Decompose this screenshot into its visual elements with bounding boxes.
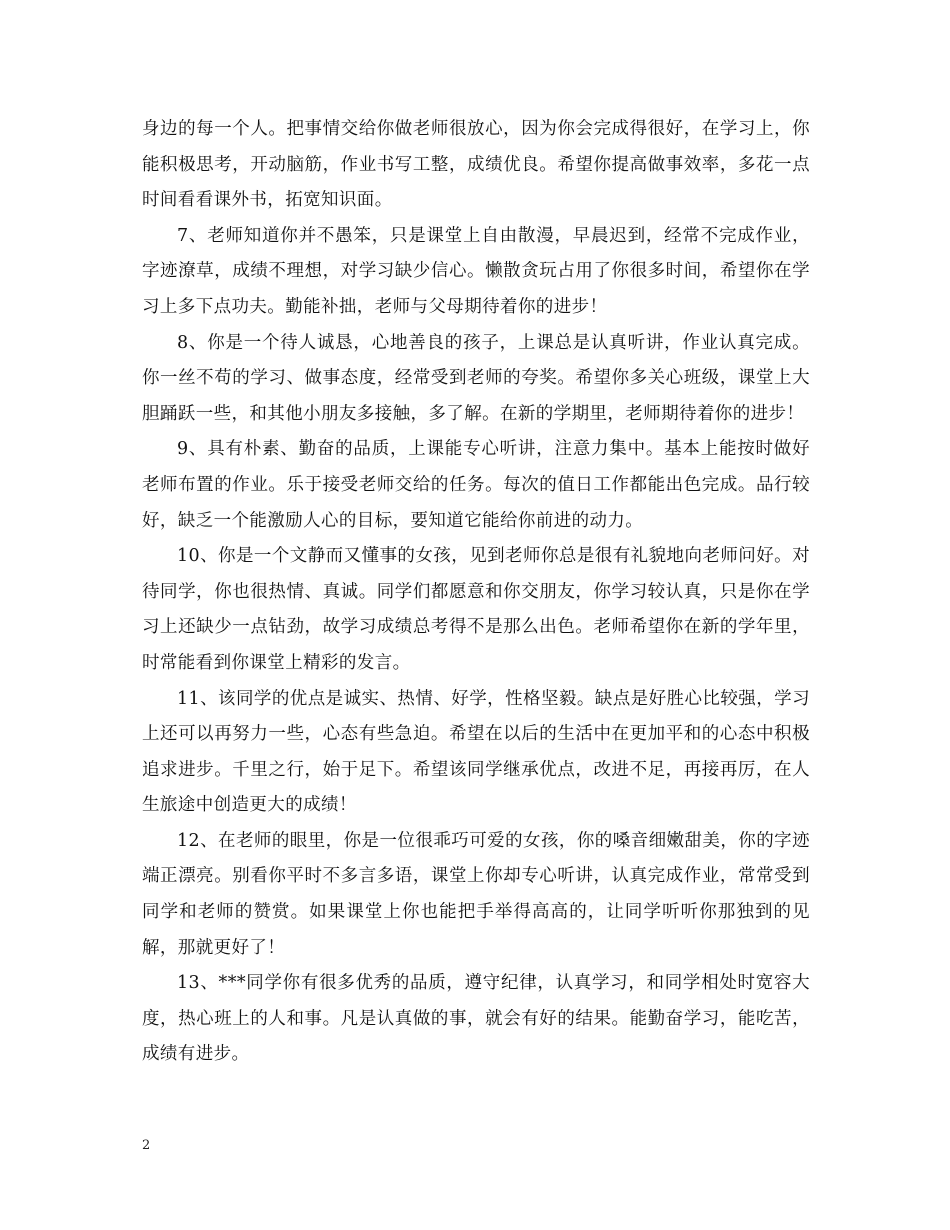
paragraph-comment-13: 13、***同学你有很多优秀的品质，遵守纪律，认真学习，和同学相处时宽容大度，热心班上的人和事。凡是认真做的事，就会有好的结果。能勤奋学习，能吃苦，成绩有进步。	[142, 973, 810, 1065]
paragraph-comment-9: 9、具有朴素、勤奋的品质，上课能专心听讲，注意力集中。基本上能按时做好老师布置的作业。乐于接受老师交给的任务。每次的值日工作都能出色完成。品行较好，缺乏一个能激励人心的目标，要知道它能给你前进的动力。	[142, 439, 810, 531]
paragraph-comment-12: 12、在老师的眼里，你是一位很乖巧可爱的女孩，你的嗓音细嫩甜美，你的字迹端正漂亮。别看你平时不多言多语，课堂上你却专心听讲，认真完成作业，常常受到同学和老师的赞赏。如果课堂上你也能把手举得高高的，让同学听听你那独到的见解，那就更好了！	[142, 830, 810, 958]
paragraph-comment-11: 11、该同学的优点是诚实、热情、好学，性格坚毅。缺点是好胜心比较强，学习上还可以再努力一些，心态有些急迫。希望在以后的生活中在更加平和的心态中积极追求进步。千里之行，始于足下。希望该同学继承优点，改进不足，再接再厉，在人生旅途中创造更大的成绩！	[142, 688, 810, 816]
document-body	[142, 112, 810, 1073]
paragraph-continuation: 身边的每一个人。把事情交给你做老师很放心，因为你会完成得很好，在学习上，你能积极思考，开动脑筋，作业书写工整，成绩优良。希望你提高做事效率，多花一点时间看看课外书，拓宽知识面。	[142, 119, 810, 211]
paragraph-comment-8: 8、你是一个待人诚恳，心地善良的孩子，上课总是认真听讲，作业认真完成。你一丝不苟的学习、做事态度，经常受到老师的夸奖。希望你多关心班级，课堂上大胆踊跃一些，和其他小朋友多接触，多了解。在新的学期里，老师期待着你的进步！	[142, 332, 810, 424]
paragraph-comment-10: 10、你是一个文静而又懂事的女孩，见到老师你总是很有礼貌地向老师问好。对待同学，你也很热情、真诚。同学们都愿意和你交朋友，你学习较认真，只是你在学习上还缺少一点钻劲，故学习成绩总考得不是那么出色。老师希望你在新的学年里，时常能看到你课堂上精彩的发言。	[142, 546, 810, 673]
paragraph-comment-7: 7、老师知道你并不愚笨，只是课堂上自由散漫，早晨迟到，经常不完成作业，字迹潦草，成绩不理想，对学习缺少信心。懒散贪玩占用了你很多时间，希望你在学习上多下点功夫。勤能补拙，老师与父母期待着你的进步！	[142, 225, 810, 317]
page-number: 2	[142, 1138, 151, 1153]
